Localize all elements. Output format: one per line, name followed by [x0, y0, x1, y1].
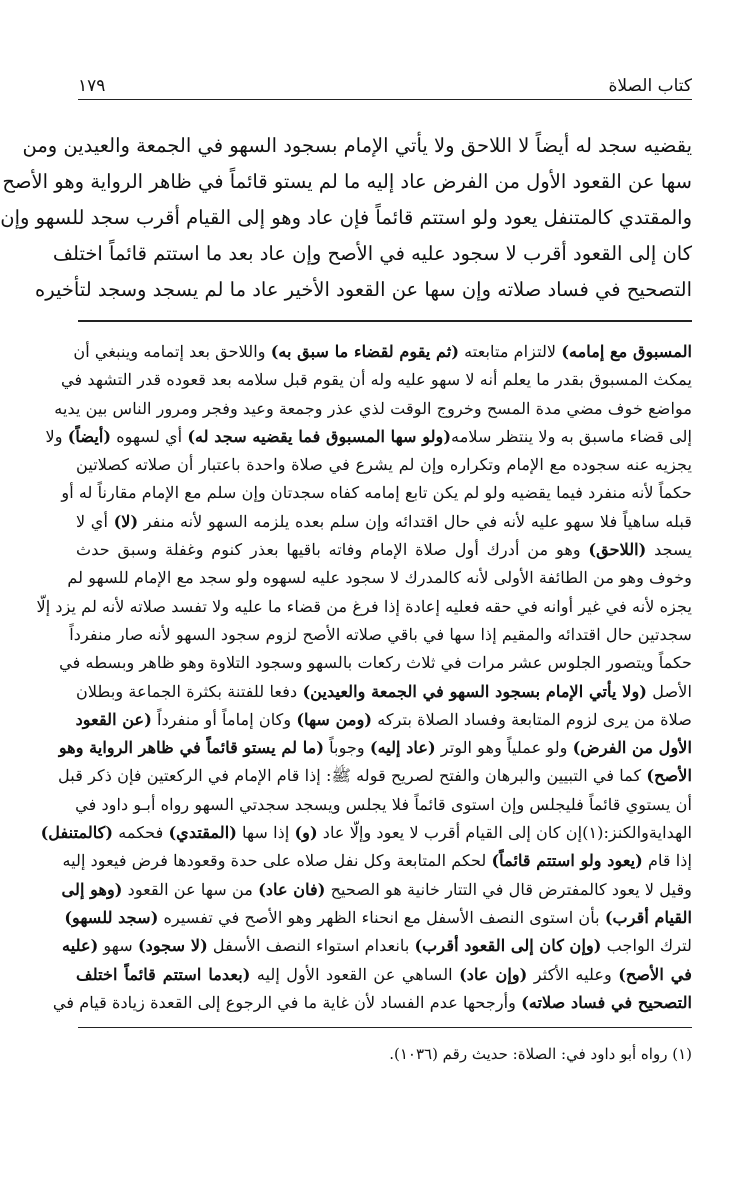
commentary-run: يجزيه عنه سجوده مع الإمام وتكراره وإن لم يشرع في صلاة واحدة باعتبار أن صلاته كصلاتين [76, 455, 692, 475]
commentary-run: فحكمه [113, 823, 169, 843]
commentary-bold-run: الأول من الفرض) [572, 738, 692, 758]
commentary-run: سهو [98, 936, 138, 956]
commentary-bold-run: (عاد إليه) [369, 738, 436, 758]
commentary-bold-run: (ولا يأتي الإمام بسجود السهو في الجمعة والعيدين) [302, 681, 647, 701]
header-rule [78, 99, 692, 100]
commentary-bold-run: الأصح) [646, 766, 692, 786]
commentary-run: إذا قام [642, 851, 692, 871]
commentary-run: يمكث المسبوق بقدر ما يعلم أنه لا سهو عليه وله أن يقوم قبل سلامه بعد قعوده قدر التشهد في [60, 370, 692, 390]
commentary-bold-run: (و) [294, 823, 318, 843]
commentary-bold-run: (ما لم يستو قائماً في ظاهر الرواية وهو [58, 738, 324, 758]
commentary-run: لترك الواجب [601, 936, 692, 956]
commentary-line [76, 961, 692, 989]
commentary-run: حكماً لأنه منفرد فيما يقضيه ولو لم يكن تابع إمامه كفاه سجدتان وإن سلم مع الإمام مقارناً له أو [61, 483, 692, 503]
commentary-line [61, 479, 692, 507]
commentary-bold-run: (ومن سها) [296, 709, 373, 729]
commentary-run: ولو عملياً وهو الوتر [435, 738, 573, 758]
commentary-line [58, 734, 692, 762]
commentary-bold-run: (عليه [62, 936, 99, 956]
commentary-text [36, 338, 692, 1017]
text-separator-rule [78, 320, 692, 322]
commentary-run: إن كان إلى القيام أقرب لا يعود وإلّا عاد [317, 823, 583, 843]
commentary-bold-run: (لا سجود) [137, 936, 208, 956]
main-text-line: كان إلى القعود أقرب لا سجود عليه في الأصح وإن عاد بعد ما استتم قائماً اختلف [52, 242, 692, 265]
commentary-run: كما في التبيين والبرهان والفتح لصريح قوله ﷺ: إذا قام الإمام في الركعتين فإن ذكر قبل [58, 766, 647, 786]
commentary-run: يجزه لأنه في غير أوانه في حقه فعليه إعادة إذا فرغ من قضاء ما عليه ولا تفسد صلاته لأنه لم يزد إلّا [36, 596, 692, 616]
commentary-run: لالتزام متابعته [458, 342, 562, 361]
commentary-run: يسجد [646, 540, 692, 560]
commentary-bold-run: (لا) [113, 511, 139, 531]
commentary-run: وكان إماماً أو منفرداً [151, 709, 297, 729]
commentary-run: أي لا [76, 511, 114, 531]
commentary-line [61, 876, 692, 904]
commentary-run: بانعدام استواء النصف الأسفل [207, 936, 415, 956]
commentary-line [76, 678, 692, 706]
commentary-run: وأرجحها عدم الفساد لأن غاية ما في الرجوع إلى القعدة زيادة قيام في [52, 992, 522, 1012]
commentary-run: قبله ساهياً فلا سهو عليه لأنه في حال اقتدائه وإن سلم بعده يلزمه السهو لأنه منفر [138, 511, 692, 531]
commentary-run: أي لسهوه [111, 426, 188, 446]
commentary-run: دفعا للفتنة بكثرة الجماعة وبطلان [76, 681, 303, 701]
commentary-run: وجوباً [323, 738, 370, 758]
main-text [0, 128, 692, 308]
commentary-line [62, 847, 692, 875]
commentary-bold-run: (وإن عاد) [459, 964, 528, 984]
commentary-bold-run: (عن القعود [75, 709, 152, 729]
commentary-bold-run: (فان عاد) [258, 879, 326, 899]
commentary-line [40, 819, 692, 847]
commentary-bold-run: (أيضاً) [67, 426, 112, 446]
commentary-line [76, 791, 692, 819]
commentary-bold-run: (وهو إلى [61, 879, 123, 899]
commentary-bold-run: القيام أقرب) [604, 907, 692, 927]
commentary-run: ولا [45, 426, 68, 446]
commentary-bold-run: (اللاحق) [588, 540, 647, 560]
commentary-bold-run: (كالمتنفل) [40, 823, 114, 843]
commentary-bold-run: (المقتدي) [168, 823, 237, 843]
main-text-line: سها عن القعود الأول من الفرض عاد إليه ما لم يستو قائماً في ظاهر الرواية وهو الأصح [2, 170, 692, 193]
commentary-line [67, 564, 692, 592]
main-text-line: والمقتدي كالمتنفل يعود ولو استتم قائماً فإن عاد وهو إلى القيام أقرب سجد للسهو وإن [0, 206, 692, 229]
commentary-line [76, 508, 692, 536]
commentary-run: الهدايةوالكنز: [603, 823, 692, 843]
commentary-line [69, 621, 692, 649]
commentary-bold-run: (وإن كان إلى القعود أقرب) [414, 936, 602, 956]
commentary-run: وخوف وهو من الطائفة الأولى لأنه كالمدرك لا سجود عليه لسهوه ولو سجد مع الإمام للسهو لم [67, 568, 692, 588]
main-text-line: يقضيه سجد له أيضاً لا اللاحق ولا يأتي الإمام بسجود السهو في الجمعة والعيدين ومن [22, 134, 692, 157]
commentary-line [73, 338, 692, 366]
footnote-rule [78, 1027, 692, 1028]
commentary-run: مواضع خوف مضي مدة المسح وخروج الوقت لذي عذر وجمعة وعيد وفجر ومرور الناس بين يديه [54, 398, 692, 418]
commentary-line [45, 423, 692, 451]
commentary-run: الساهي عن القعود الأول إليه [250, 964, 460, 984]
commentary-line [76, 536, 692, 564]
commentary-bold-run: (ولو سها المسبوق فما يقضيه سجد له) [187, 426, 452, 446]
commentary-run: الأصل [646, 681, 692, 701]
commentary-run: إلى قضاء ماسبق به ولا ينتظر سلامه [451, 426, 692, 446]
commentary-run: إذا سها [236, 823, 295, 843]
commentary-line [58, 762, 692, 790]
commentary-line [59, 649, 692, 677]
main-text-line: التصحيح في فساد صلاته وإن سها عن القعود الأخير عاد ما لم يسجد وسجد لتأخيره [35, 278, 692, 301]
page-number: ١٧٩ [78, 76, 106, 96]
commentary-line [76, 706, 692, 734]
commentary-run: واللاحق بعد إتمامه وينبغي أن [73, 342, 271, 361]
commentary-bold-run: المسبوق مع إمامه) [561, 342, 692, 361]
commentary-line [62, 932, 692, 960]
commentary-run: (١) [582, 823, 604, 843]
commentary-bold-run: التصحيح في فساد صلاته) [521, 992, 692, 1012]
commentary-bold-run: (ثم يقوم لقضاء ما سبق به) [270, 342, 459, 361]
commentary-run: بأن استوى النصف الأسفل مع انحناء الظهر وهو الأصح في تفسيره [158, 907, 605, 927]
commentary-line [54, 395, 692, 423]
commentary-run: أن يستوي قائماً فليجلس وإن استوى قائماً فلا يجلس ويسجد سجدتي السهو رواه أبـو داود في [75, 794, 692, 814]
commentary-run: حكماً ويتصور الجلوس عشر مرات في ثلاث ركعات بالسهو وسجود التلاوة وهو ظاهر وبسطه في [59, 653, 692, 673]
commentary-line [76, 451, 692, 479]
page-header [78, 70, 692, 96]
commentary-bold-run: في الأصح) [618, 964, 692, 984]
commentary-bold-run: (يعود ولو استتم قائماً) [491, 851, 643, 871]
commentary-run: لحكم المتابعة وكل نفل صلاه على حدة وقعودها فرض فيعود إليه [62, 851, 492, 871]
commentary-line [60, 366, 692, 394]
commentary-bold-run: (سجد للسهو) [64, 907, 159, 927]
commentary-run: سجدتين حال اقتدائه والمقيم إذا سها في باقي صلاته الأصح لزوم سجود السهو لأنه صار منفرداً [69, 624, 692, 644]
commentary-bold-run: (بعدما استتم قائماً اختلف [76, 964, 251, 984]
footnote: (١) رواه أبو داود في: الصلاة: حديث رقم (١٠٣٦). [389, 1045, 692, 1063]
commentary-run: وهو من أدرك أول صلاة الإمام وفاته باقيها بعذر كنوم وغفلة وسبق حدث [76, 540, 589, 560]
commentary-run: من سها عن القعود [122, 879, 259, 899]
commentary-line [64, 904, 692, 932]
commentary-line [52, 989, 692, 1017]
commentary-run: وعليه الأكثر [527, 964, 619, 984]
commentary-line [36, 593, 692, 621]
chapter-title: كتاب الصلاة [608, 76, 692, 96]
commentary-run: وقيل لا يعود كالمفترض قال في التتار خانية هو الصحيح [325, 879, 692, 899]
commentary-run: صلاة من يرى لزوم المتابعة وفساد الصلاة بتركه [372, 709, 692, 729]
